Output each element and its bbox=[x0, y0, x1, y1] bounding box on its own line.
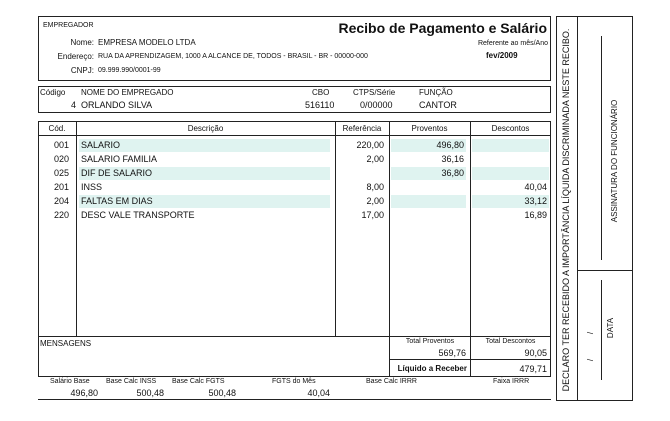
date-slash: / bbox=[586, 331, 595, 335]
row-deductions bbox=[472, 153, 549, 166]
row-code: 201 bbox=[54, 182, 70, 192]
declaration-text: DECLARO TER RECEBIDO A IMPORTÂNCIA LÍQUIDA DISCRIMINADA NESTE RECIBO. bbox=[561, 28, 571, 392]
signature-label: ASSINATURA DO FUNCIONÁRIO bbox=[610, 99, 619, 223]
row-earnings bbox=[391, 181, 466, 194]
fgts-base: 500,48 bbox=[208, 388, 236, 398]
row-description: SALARIO FAMILIA bbox=[81, 154, 158, 164]
document-title: Recibo de Pagamento e Salário bbox=[338, 20, 547, 36]
signature-line bbox=[601, 36, 602, 260]
inss-base-label: Base Calc INSS bbox=[106, 378, 157, 385]
row-earnings bbox=[391, 209, 466, 222]
header-description: Descrição bbox=[187, 124, 224, 133]
base-salary-label: Salário Base bbox=[50, 378, 90, 385]
header-code: Cód. bbox=[48, 124, 66, 133]
date-slash: / bbox=[586, 358, 595, 362]
row-reference: 2,00 bbox=[366, 154, 384, 164]
row-deductions: 33,12 bbox=[472, 195, 549, 208]
date-line bbox=[601, 280, 602, 380]
reference-label: Referente ao mês/Ano bbox=[477, 40, 548, 47]
reference-period: fev/2009 bbox=[486, 51, 518, 60]
total-deductions: 90,05 bbox=[524, 348, 547, 358]
row-deductions bbox=[472, 167, 549, 180]
employer-name: EMPRESA MODELO LTDA bbox=[98, 38, 196, 47]
net-amount: 479,71 bbox=[519, 364, 547, 374]
row-code: 220 bbox=[54, 210, 70, 220]
employee-code: 4 bbox=[70, 100, 76, 110]
employer-address-label: Endereço: bbox=[57, 52, 94, 61]
employee-function: CANTOR bbox=[419, 100, 457, 110]
fgts-month-label: FGTS do Mês bbox=[272, 378, 316, 385]
date-separator bbox=[577, 270, 633, 271]
row-reference: 17,00 bbox=[361, 210, 384, 220]
row-earnings: 36,16 bbox=[441, 154, 464, 164]
total-earnings: 569,76 bbox=[438, 348, 466, 358]
row-reference bbox=[336, 167, 384, 180]
row-deductions bbox=[472, 139, 549, 152]
net-label: Líquido a Receber bbox=[397, 364, 467, 373]
row-code: 020 bbox=[54, 154, 70, 164]
row-earnings: 36,80 bbox=[391, 167, 466, 180]
row-description: INSS bbox=[81, 182, 103, 192]
row-code: 001 bbox=[54, 140, 70, 150]
employee-ctps: 0/00000 bbox=[360, 100, 393, 110]
signature-panel-divider bbox=[577, 16, 578, 401]
employer-address: RUA DA APRENDIZAGEM, 1000 A ALCANCE DE, TODOS - BRASIL - BR - 00000-000 bbox=[98, 53, 368, 60]
employer-cnpj: 09.999.990/0001-99 bbox=[98, 67, 161, 74]
row-reference: 8,00 bbox=[366, 182, 384, 192]
employee-function-label: FUNÇÃO bbox=[419, 88, 453, 97]
row-deductions: 16,89 bbox=[524, 210, 547, 220]
row-code: 025 bbox=[54, 168, 70, 178]
fgts-month: 40,04 bbox=[307, 388, 330, 398]
inss-base: 500,48 bbox=[136, 388, 164, 398]
items-header-divider bbox=[38, 135, 551, 136]
employer-name-label: Nome: bbox=[70, 38, 94, 47]
header-deductions: Descontos bbox=[491, 124, 530, 133]
fgts-base-label: Base Calc FGTS bbox=[172, 378, 225, 385]
row-reference: 2,00 bbox=[366, 196, 384, 206]
messages-label: MENSAGENS bbox=[40, 339, 92, 348]
row-description: SALARIO bbox=[79, 139, 330, 152]
row-code: 204 bbox=[54, 196, 70, 206]
row-description: FALTAS EM DIAS bbox=[79, 195, 330, 208]
row-earnings: 496,80 bbox=[391, 139, 466, 152]
header-earnings: Proventos bbox=[411, 124, 448, 133]
employee-cbo: 516110 bbox=[305, 100, 335, 110]
row-deductions: 40,04 bbox=[524, 182, 547, 192]
net-divider bbox=[470, 359, 471, 377]
row-earnings bbox=[391, 195, 466, 208]
date-label: DATA bbox=[606, 317, 615, 339]
employee-cbo-label: CBO bbox=[312, 88, 330, 97]
irrf-band-label: Faixa IRRR bbox=[493, 378, 530, 385]
base-salary: 496,80 bbox=[70, 388, 98, 398]
employer-cnpj-label: CNPJ: bbox=[70, 66, 94, 75]
total-earnings-label: Total Proventos bbox=[405, 338, 455, 345]
employee-code-label: Código bbox=[40, 88, 66, 97]
employer-section-label: EMPREGADOR bbox=[43, 22, 94, 29]
irrf-base-label: Base Calc IRRR bbox=[366, 378, 417, 385]
row-description: DIF DE SALARIO bbox=[79, 167, 330, 180]
employee-name: ORLANDO SILVA bbox=[81, 100, 153, 110]
header-reference: Referência bbox=[342, 124, 382, 133]
employee-name-label: NOME DO EMPREGADO bbox=[81, 88, 174, 97]
footer-bottom-line bbox=[38, 399, 551, 400]
row-description: DESC VALE TRANSPORTE bbox=[81, 210, 195, 220]
total-deductions-label: Total Descontos bbox=[485, 338, 536, 345]
row-reference: 220,00 bbox=[356, 140, 384, 150]
employee-ctps-label: CTPS/Série bbox=[353, 88, 396, 97]
